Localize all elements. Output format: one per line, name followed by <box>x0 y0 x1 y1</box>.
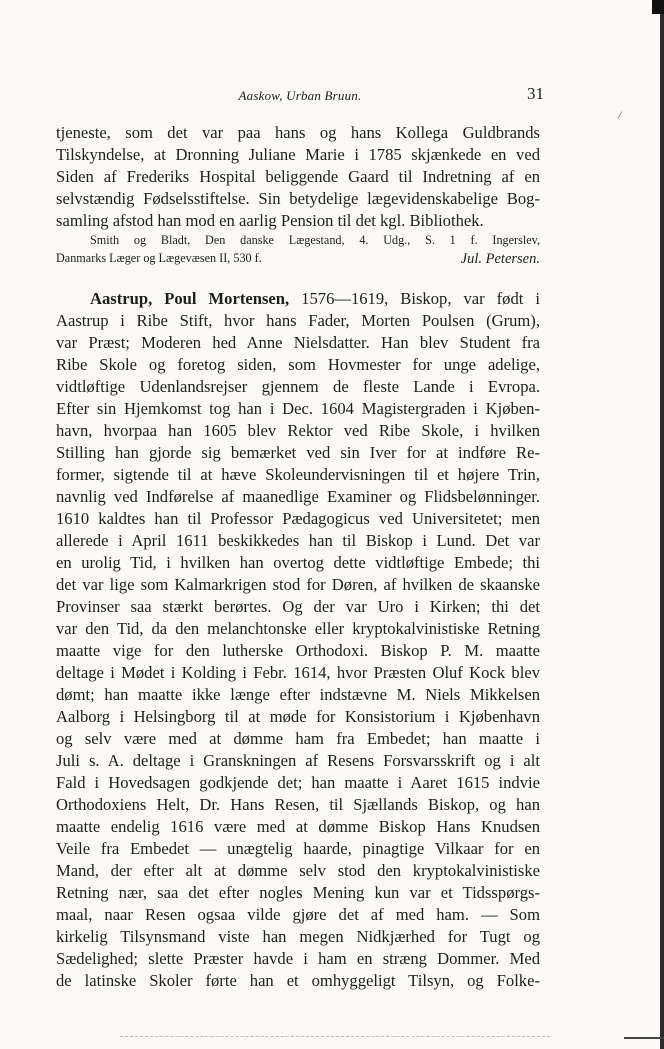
text-line: Aastrup i Ribe Stift, hvor hans Fader, Morten Poulsen (Grum), <box>56 311 540 330</box>
text-line: vidtløftige Udenlandsrejser gjennem de fleste Lande i Evropa. <box>56 377 540 396</box>
running-head: Aaskow, Urban Bruun. <box>238 88 362 103</box>
reference-line: Danmarks Læger og Lægevæsen II, 530 f. <box>56 251 262 265</box>
scan-edge-top <box>652 0 664 14</box>
text-line: Ribe Skole og foretog siden, som Hovmester for unge adelige, <box>56 355 540 374</box>
margin-mark: / <box>618 108 622 122</box>
text-line: samling afstod han mod en aarlig Pension til det kgl. Bibliothek. <box>56 211 484 230</box>
scan-edge-bottom <box>624 1037 664 1039</box>
text-line: Fald i Hovedsagen godkjende det; han maatte i Aaret 1615 indvie <box>56 773 540 792</box>
text-line: det var lige som Kalmarkrigen stod for Døren, af hvilken de skaanske <box>56 575 540 594</box>
scan-bottom-artifact <box>120 1036 550 1037</box>
entry-headword: Aastrup, Poul Mortensen, <box>90 289 290 308</box>
text-line: kirkelig Tilsynsmand viste han megen Nidkjærhed for Tugt og <box>56 927 540 946</box>
page-number: 31 <box>527 84 544 103</box>
text-line: og selv være med at dømme ham fra Embedet; han maatte i <box>56 729 540 748</box>
text-line: maatte endelig 1616 være med at dømme Biskop Hans Knudsen <box>56 817 540 836</box>
text-line: allerede i April 1611 beskikkedes han til Biskop i Lund. Det var <box>56 531 540 550</box>
entry-first-line <box>56 288 540 310</box>
text-line: former, sigtende til at hæve Skoleundervisningen til et højere Trin, <box>56 465 540 484</box>
text-line: Retning nær, saa det efter nogles Mening kun var et Tidsspørgs- <box>56 883 540 902</box>
entry-first-line-rest: 1576—1619, Biskop, var født i <box>301 289 540 308</box>
main-entry-text <box>56 288 540 992</box>
text-line: 1610 kaldtes han til Professor Pædagogicus ved Universitetet; men <box>56 509 540 528</box>
reference-line: Smith og Bladt, Den danske Lægestand, 4. Udg., S. 1 f. Ingerslev, <box>90 233 540 247</box>
text-line: maal, naar Resen ogsaa vilde gjøre det af med ham. — Som <box>56 905 540 924</box>
text-line: var den Tid, da den melanchtonske eller kryptokalvinistiske Retning <box>56 619 540 638</box>
text-line: var Præst; Moderen hed Anne Nielsdatter. Han blev Student fra <box>56 333 540 352</box>
text-line: Mand, der efter alt at dømme selv stod den kryptokalvinistiske <box>56 861 540 880</box>
text-line: Efter sin Hjemkomst tog han i Dec. 1604 Magistergraden i Kjøben- <box>56 399 540 418</box>
text-line: dømt; han maatte ikke længe efter indstævne M. Niels Mikkelsen <box>56 685 540 704</box>
text-line: Juli s. A. deltage i Granskningen af Resens Forsvarsskrift og i alt <box>56 751 540 770</box>
previous-entry-text <box>56 122 540 232</box>
text-line: Tilskyndelse, at Dronning Juliane Marie i 1785 skjænkede en ved <box>56 145 540 164</box>
text-line: Veile fra Embedet — unægtelig haarde, pinagtige Vilkaar for en <box>56 839 540 858</box>
scan-edge-right <box>660 0 664 1049</box>
text-line: Aalborg i Helsingborg til at møde for Konsistorium i Kjøbenhavn <box>56 707 540 726</box>
reference-row <box>56 249 540 267</box>
text-line: de latinske Skoler førte han et omhyggeligt Tilsyn, og Folke- <box>56 971 540 990</box>
text-line: navnlig ved Indførelse af maanedlige Examiner og Flidsbelønninger. <box>56 487 540 506</box>
text-line: Sædelighed; slette Præster havde i ham en stræng Dommer. Med <box>56 949 540 968</box>
text-line: Stilling han gjorde sig bemærket ved sin Iver for at indføre Re- <box>56 443 540 462</box>
text-line: maatte vige for den lutherske Orthodoxi. Biskop P. M. maatte <box>56 641 540 660</box>
text-line: tjeneste, som det var paa hans og hans Kollega Guldbrands <box>56 123 540 142</box>
text-line: en urolig Tid, i hvilken han overtog dette vidtløftige Embede; thi <box>56 553 540 572</box>
text-line: havn, hvorpaa han 1605 blev Rektor ved Ribe Skole, i hvilken <box>56 421 540 440</box>
author-signature: Jul. Petersen. <box>460 251 540 267</box>
text-line: deltage i Mødet i Kolding i Febr. 1614, hvor Præsten Oluf Kock blev <box>56 663 540 682</box>
text-line: Siden af Frederiks Hospital beliggende Gaard til Indretning af en <box>56 167 540 186</box>
references <box>56 231 540 267</box>
text-line: Provinser saa stærkt berørtes. Og der var Uro i Kirken; thi det <box>56 597 540 616</box>
text-line: Orthodoxiens Helt, Dr. Hans Resen, til Sjællands Biskop, og han <box>56 795 540 814</box>
text-line: selvstændig Fødselsstiftelse. Sin betydelige lægevidenskabelige Bog- <box>56 189 540 208</box>
